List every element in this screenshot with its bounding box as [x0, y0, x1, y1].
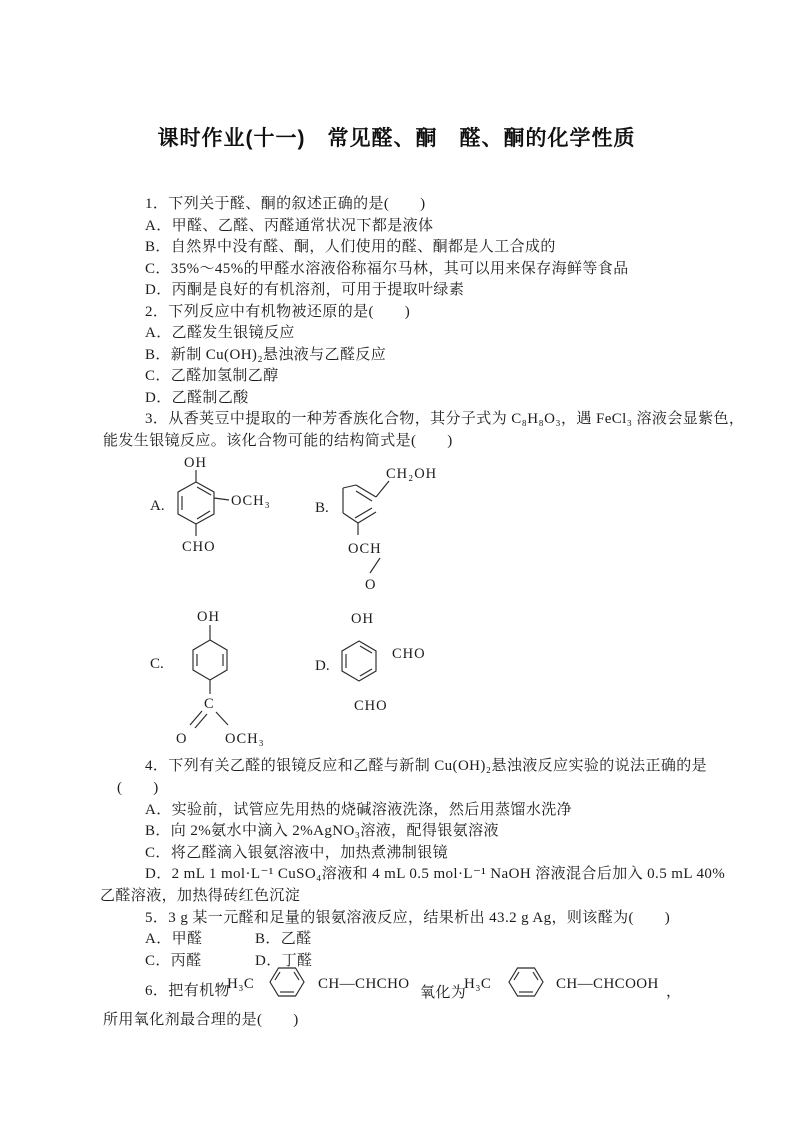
methoxy-group-label: OCH₃ [225, 731, 265, 747]
question-6-benzene-ring-1 [268, 963, 306, 1001]
benzene-ring [178, 482, 214, 524]
question-5-option-a: A．甲醛 [145, 931, 203, 947]
hydroxyl-group-label: OH [184, 455, 207, 471]
question-2-option-c: C．乙醛加氢制乙醇 [145, 368, 279, 384]
formate-group-label: OCH [348, 541, 382, 557]
question-5-option-c: C．丙醛 [145, 953, 202, 969]
question-2-option-d: D．乙醛制乙酸 [145, 390, 249, 406]
question-5-option-b: B．乙醛 [255, 931, 312, 947]
hydroxyl-group-label: OH [351, 611, 374, 627]
structure-b-label: B. [315, 500, 329, 516]
question-4-stem: 4．下列有关乙醛的银镜反应和乙醛与新制 Cu(OH)₂悬浊液反应实验的说法正确的是 [145, 758, 708, 774]
methoxy-group-label: OCH₃ [231, 493, 271, 509]
structure-c-label: C. [150, 656, 164, 672]
benzene-ring [193, 640, 227, 680]
question-6-methyl-2: H₃C [464, 976, 492, 992]
benzene-ring [342, 641, 376, 681]
question-1-option-b: B．自然界中没有醛、酮，人们使用的醛、酮都是人工合成的 [145, 239, 556, 255]
carbonyl-oxygen-label: O [176, 731, 188, 747]
question-3-stem-line1: 3．从香荚豆中提取的一种芳香族化合物，其分子式为 C₈H₈O₃，遇 FeCl₃ 溶液会显紫色， [145, 411, 745, 427]
question-1-option-a: A．甲醛、乙醛、丙醛通常状况下都是液体 [145, 218, 434, 234]
question-6-oxidize-text: 氧化为 [420, 985, 467, 1001]
question-6-benzene-ring-2 [507, 963, 545, 1001]
structure-c-diagram [145, 600, 315, 760]
question-4-option-d-line1: D．2 mL 1 mol·L⁻¹ CuSO₄溶液和 4 mL 0.5 mol·L⁻¹ NaOH 溶液混合后加入 0.5 mL 40% [145, 866, 726, 882]
carbonyl-oxygen-label: O [365, 577, 377, 593]
question-6-chain-2: CH—CHCOOH [556, 976, 659, 992]
structure-d-label: D. [315, 658, 330, 674]
question-6-prefix: 6．把有机物 [145, 983, 230, 999]
question-4-option-b: B．向 2%氨水中滴入 2%AgNO₃溶液，配得银氨溶液 [145, 823, 499, 839]
question-6-methyl-1: H₃C [227, 976, 255, 992]
question-5-option-d: D．丁醛 [255, 953, 313, 969]
question-4-option-a: A．实验前，试管应先用热的烧碱溶液洗涤，然后用蒸馏水洗净 [145, 802, 573, 818]
hydroxyl-group-label: OH [197, 609, 220, 625]
aldehyde-group-right-label: CHO [392, 646, 426, 662]
aldehyde-group-bottom-label: CHO [354, 698, 388, 714]
hydroxymethyl-group-label: CH₂OH [386, 466, 438, 482]
question-4-option-c: C．将乙醛滴入银氨溶液中，加热煮沸制银镜 [145, 845, 449, 861]
bond-lines [196, 470, 229, 536]
question-3-stem-line2: 能发生银镜反应。该化合物可能的结构简式是( ) [103, 433, 453, 449]
structure-b-diagram [310, 450, 460, 600]
question-6-chain-1: CH—CHCHO [318, 976, 410, 992]
structure-a-diagram [145, 443, 315, 563]
question-1-option-d: D．丙酮是良好的有机溶剂，可用于提取叶绿素 [145, 282, 465, 298]
ester-carbon-label: C [204, 696, 215, 712]
question-4-answer-paren: ( ) [117, 780, 159, 796]
question-1-option-c: C．35%～45%的甲醛水溶液俗称福尔马林，其可以用来保存海鲜等食品 [145, 261, 629, 277]
structure-d-diagram [310, 600, 450, 720]
question-2-option-b: B．新制 Cu(OH)₂悬浊液与乙醛反应 [145, 347, 387, 363]
question-2-stem: 2．下列反应中有机物被还原的是( ) [145, 304, 411, 320]
question-6-line2: 所用氧化剂最合理的是( ) [103, 1012, 299, 1028]
question-2-option-a: A．乙醛发生银镜反应 [145, 325, 295, 341]
question-4-option-d-line2: 乙醛溶液，加热得砖红色沉淀 [100, 888, 301, 904]
question-1-stem: 1．下列关于醛、酮的叙述正确的是( ) [145, 196, 426, 212]
structure-a-label: A. [150, 498, 165, 514]
worksheet-title: 课时作业(十一) 常见醛、酮 醛、酮的化学性质 [157, 127, 636, 150]
aldehyde-group-label: CHO [182, 539, 216, 555]
benzene-ring [343, 485, 376, 523]
question-5-stem: 5．3 g 某一元醛和足量的银氨溶液反应，结果析出 43.2 g Ag，则该醛为( ) [145, 910, 671, 926]
question-6-comma: ， [666, 984, 682, 1000]
